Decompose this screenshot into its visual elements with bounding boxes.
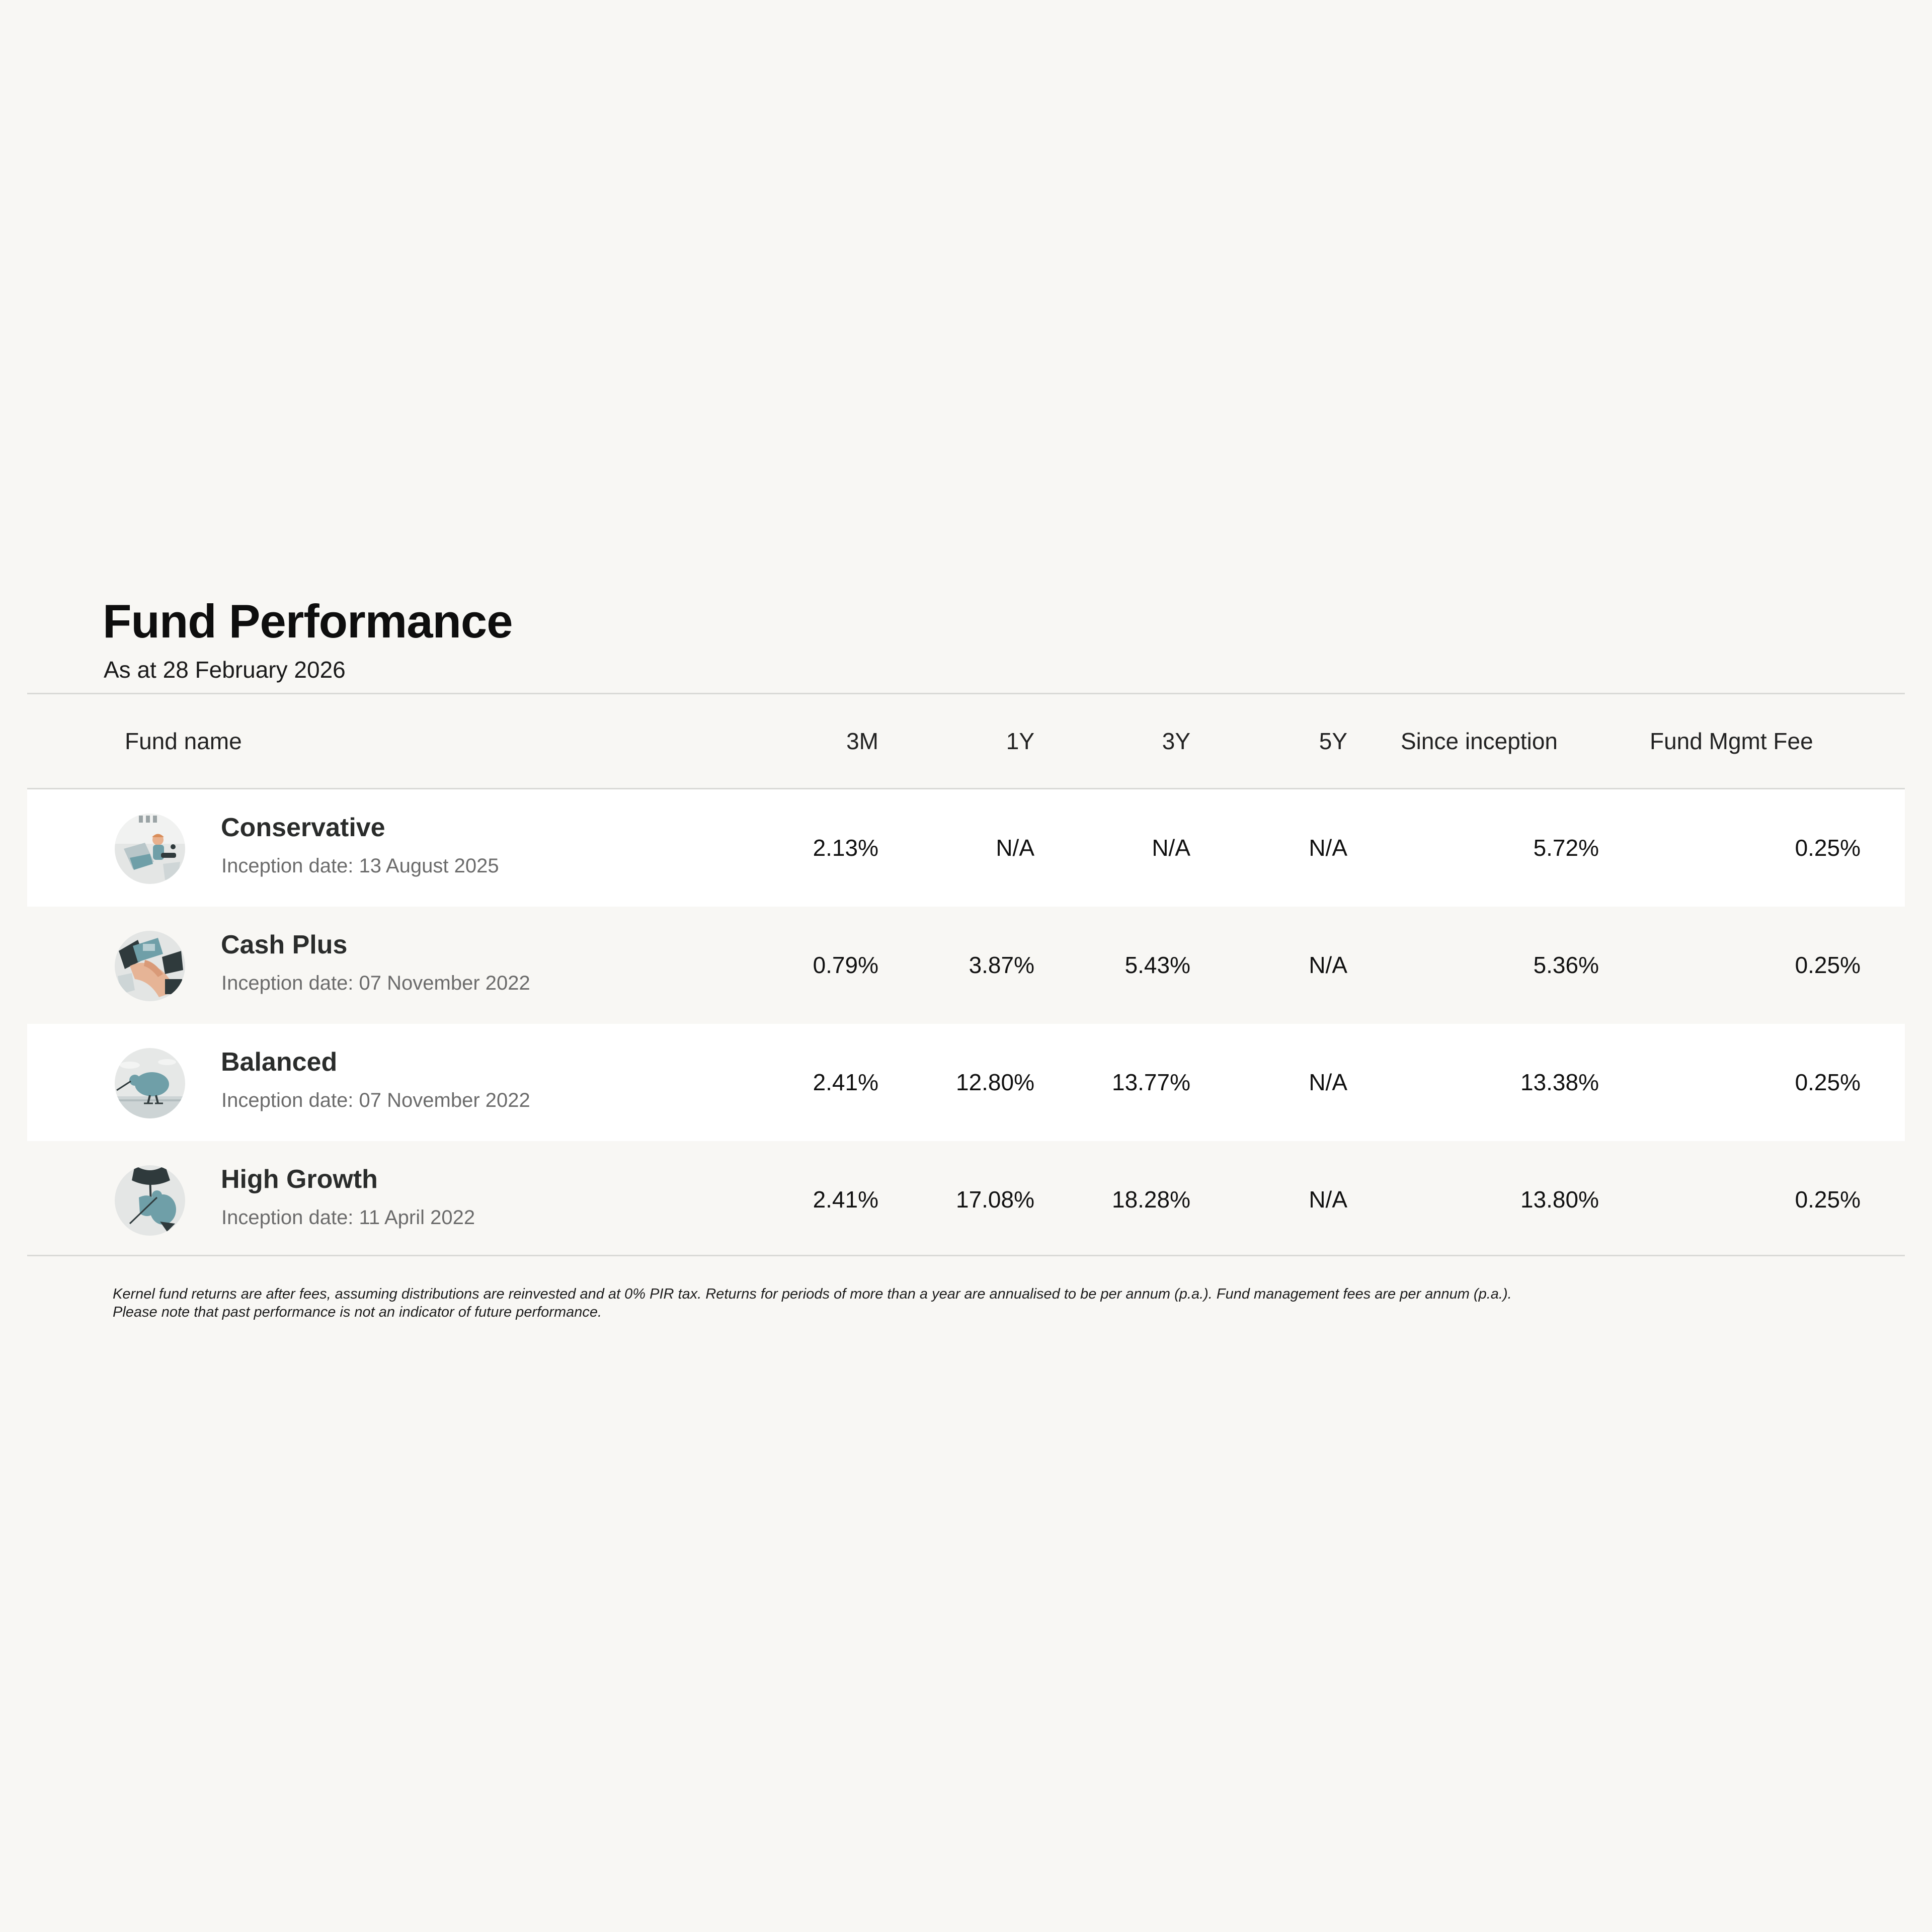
return-3m: 2.41% (813, 1186, 878, 1213)
column-header-3m: 3M (846, 728, 878, 754)
return-3y: 5.43% (1124, 952, 1190, 978)
column-header-since-inception: Since inception (1401, 728, 1558, 754)
high-growth-fund-illustration-icon (115, 1165, 185, 1236)
fund-name: High Growth (221, 1165, 378, 1194)
fund-mgmt-fee: 0.25% (1795, 952, 1861, 978)
footnote-line: Kernel fund returns are after fees, assuming distributions are reinvested and at 0% PIR tax. Returns for periods of more than a year are annualised to be per annum (p.a.). Fund management fees are per annum (p.a.). (113, 1286, 1512, 1302)
fund-name: Balanced (221, 1048, 338, 1077)
return-5y: N/A (1309, 952, 1347, 978)
column-header-fund-name: Fund name (125, 728, 242, 754)
fund-mgmt-fee: 0.25% (1795, 1069, 1861, 1095)
footnote-line: Please note that past performance is not an indicator of future performance. (113, 1304, 602, 1320)
table-row (27, 907, 1905, 1024)
return-since-inception: 5.36% (1533, 952, 1599, 978)
inception-date: Inception date: 11 April 2022 (221, 1206, 475, 1229)
return-1y: 3.87% (969, 952, 1034, 978)
return-3m: 2.13% (813, 835, 878, 861)
return-1y: N/A (996, 835, 1034, 861)
return-3y: 18.28% (1111, 1186, 1190, 1213)
fund-name: Cash Plus (221, 930, 348, 959)
table-row (27, 1024, 1905, 1141)
table-row (27, 1141, 1905, 1258)
return-1y: 12.80% (955, 1069, 1034, 1095)
return-3m: 0.79% (813, 952, 878, 978)
balanced-fund-illustration-icon (115, 1048, 185, 1118)
return-since-inception: 13.38% (1520, 1069, 1599, 1095)
inception-date: Inception date: 07 November 2022 (221, 972, 530, 994)
return-5y: N/A (1309, 1186, 1347, 1213)
conservative-fund-illustration-icon (115, 814, 185, 884)
as-at-date: As at 28 February 2026 (104, 657, 346, 683)
column-header-fund-mgmt-fee: Fund Mgmt Fee (1650, 728, 1813, 754)
cash-plus-fund-illustration-icon (115, 931, 185, 1001)
table-header (27, 694, 1905, 788)
inception-date: Inception date: 13 August 2025 (221, 855, 499, 877)
table-row (27, 789, 1905, 907)
page-title: Fund Performance (103, 595, 513, 648)
return-5y: N/A (1309, 835, 1347, 861)
return-3m: 2.41% (813, 1069, 878, 1095)
return-3y: 13.77% (1111, 1069, 1190, 1095)
column-header-5y: 5Y (1319, 728, 1347, 754)
return-3y: N/A (1152, 835, 1190, 861)
column-header-1y: 1Y (1006, 728, 1034, 754)
divider (27, 1255, 1905, 1256)
return-5y: N/A (1309, 1069, 1347, 1095)
column-header-3y: 3Y (1162, 728, 1190, 754)
fund-mgmt-fee: 0.25% (1795, 1186, 1861, 1213)
return-since-inception: 13.80% (1520, 1186, 1599, 1213)
fund-name: Conservative (221, 813, 385, 842)
inception-date: Inception date: 07 November 2022 (221, 1089, 530, 1111)
fund-mgmt-fee: 0.25% (1795, 835, 1861, 861)
return-since-inception: 5.72% (1533, 835, 1599, 861)
return-1y: 17.08% (955, 1186, 1034, 1213)
disclaimer-footnote (113, 1285, 1512, 1321)
